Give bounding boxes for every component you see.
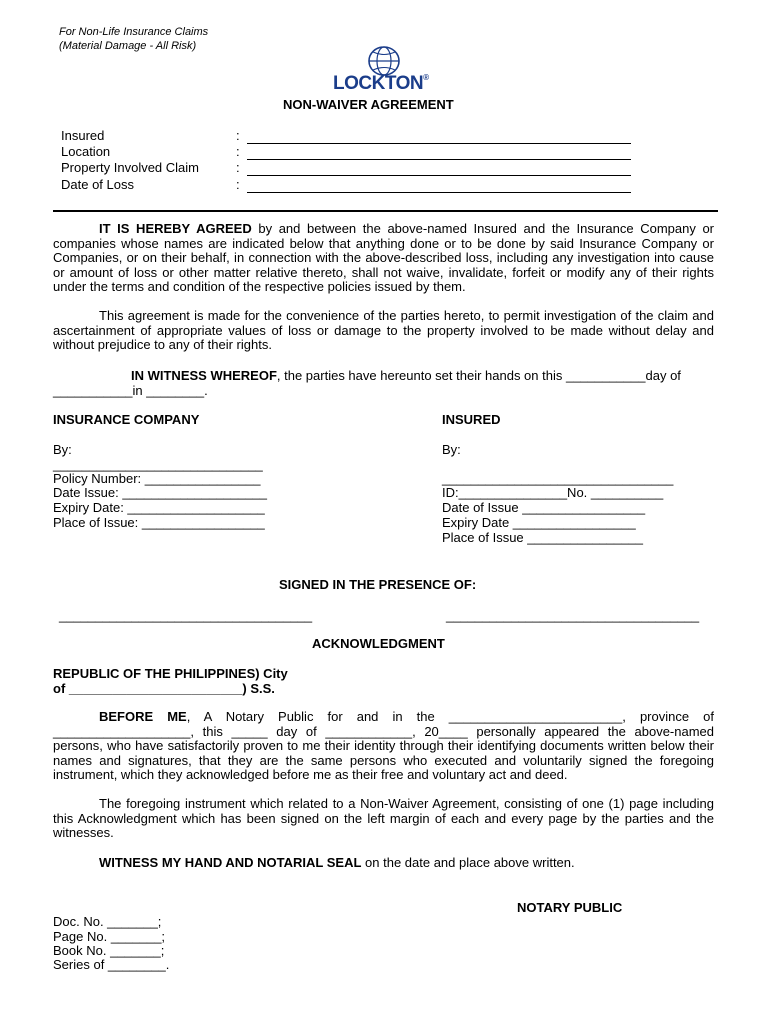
book-no-field[interactable]: Book No. _______; xyxy=(53,943,165,958)
notary-public-label: NOTARY PUBLIC xyxy=(517,900,623,915)
date-of-loss-input-line[interactable] xyxy=(247,192,631,193)
republic-line-2: of ________________________) S.S. xyxy=(53,681,275,696)
field-colon: : xyxy=(236,128,240,143)
property-input-line[interactable] xyxy=(247,175,631,176)
before-me-paragraph xyxy=(53,710,714,783)
field-label-location: Location xyxy=(61,144,111,159)
logo-text: LOCKTON xyxy=(333,73,424,94)
insured-expiry-date-field[interactable]: Expiry Date _________________ xyxy=(442,515,636,530)
witness-signature-line-left[interactable]: ___________________________________ xyxy=(59,608,313,623)
agreement-text: by and between the above-named Insured and the Insurance Company or companies whose names are indicated below that anything done or to be done by said Insurance Company or Companies, or on their behalf, in connection with the above-described loss, including any investigation into cause or amount of loss or other matter relative thereto, shall not waive, invalidate, forfeit or modify any of their rights under the terms and condition of the respective policies issued by them. xyxy=(53,221,715,295)
witness-whereof-bold: IN WITNESS WHEREOF xyxy=(131,368,277,383)
page-title: NON-WAIVER AGREEMENT xyxy=(283,97,454,112)
convenience-paragraph: This agreement is made for the convenience of the parties hereto, to permit investigation of the claim and ascertainment of appropriate values of loss or damage to the property involved to be made without delay and without prejudice to any of their rights. xyxy=(53,308,714,353)
insurance-company-heading: INSURANCE COMPANY xyxy=(53,412,200,427)
insured-input-line[interactable] xyxy=(247,143,631,144)
presence-heading: SIGNED IN THE PRESENCE OF: xyxy=(279,577,477,592)
date-issue-field[interactable]: Date Issue: ____________________ xyxy=(53,485,267,500)
insured-id-field[interactable]: ID:_______________No. __________ xyxy=(442,485,664,500)
expiry-date-field[interactable]: Expiry Date: ___________________ xyxy=(53,500,265,515)
claims-type-note xyxy=(59,25,208,53)
claims-note-line-1: For Non-Life Insurance Claims xyxy=(59,26,209,38)
insured-heading: INSURED xyxy=(442,412,501,427)
field-label-property: Property Involved Claim xyxy=(61,160,199,175)
field-label-date-of-loss: Date of Loss xyxy=(61,177,134,192)
lockton-logo xyxy=(333,44,449,94)
agreement-paragraph xyxy=(53,222,714,295)
witness-hand-text: on the date and place above written. xyxy=(361,855,575,870)
insured-signature-line[interactable]: ________________________________ xyxy=(442,471,674,486)
insured-by: By: xyxy=(442,442,461,457)
acknowledgment-heading: ACKNOWLEDGMENT xyxy=(312,636,445,651)
witness-signature-line-right[interactable]: ___________________________________ xyxy=(446,608,700,623)
page-no-field[interactable]: Page No. _______; xyxy=(53,929,166,944)
foregoing-paragraph: The foregoing instrument which related to a Non-Waiver Agreement, consisting of one (1) page including this Acknowledgment which has been signed on the left margin of each and every page by the parties and the witnesses. xyxy=(53,796,714,841)
section-divider xyxy=(53,210,718,212)
witness-whereof-text: , the parties have hereunto set their hands on this ___________day of xyxy=(276,368,681,383)
agreement-bold: IT IS HEREBY AGREED xyxy=(99,221,252,236)
insurance-company-signature-line[interactable]: _____________________________ xyxy=(53,457,263,472)
policy-number-field[interactable]: Policy Number: ________________ xyxy=(53,471,261,486)
before-me-bold: BEFORE ME xyxy=(99,709,187,724)
location-input-line[interactable] xyxy=(247,159,631,160)
witness-whereof-line-2: ___________in ________. xyxy=(53,383,208,398)
field-colon: : xyxy=(236,177,240,192)
before-me-text: , A Notary Public for and in the ________________________, province of ___________________, this _____ day of ____________, 20____ personally appeared the above-named persons, who have satisfactorily proven to me their identity through their identifying documents written below their names and signatures, that they are the same persons who executed and voluntarily signed the foregoing instrument, which they acknowledged before me as their free and voluntary act and deed. xyxy=(53,709,714,783)
place-of-issue-field[interactable]: Place of Issue: _________________ xyxy=(53,515,265,530)
witness-hand-bold: WITNESS MY HAND AND NOTARIAL SEAL xyxy=(99,855,362,870)
doc-no-field[interactable]: Doc. No. _______; xyxy=(53,914,162,929)
field-colon: : xyxy=(236,160,240,175)
claims-note-line-2: (Material Damage - All Risk) xyxy=(59,40,197,52)
witness-hand-line xyxy=(99,855,575,870)
field-colon: : xyxy=(236,144,240,159)
witness-whereof-line xyxy=(131,368,681,383)
insured-date-of-issue-field[interactable]: Date of Issue _________________ xyxy=(442,500,646,515)
series-of-field[interactable]: Series of ________. xyxy=(53,957,170,972)
lockton-wordmark xyxy=(333,73,429,95)
logo-registered-mark: ® xyxy=(423,73,429,82)
republic-line-1: REPUBLIC OF THE PHILIPPINES) City xyxy=(53,666,288,681)
field-label-insured: Insured xyxy=(61,128,105,143)
insurance-company-by: By: xyxy=(53,442,72,457)
insured-place-of-issue-field[interactable]: Place of Issue ________________ xyxy=(442,530,643,545)
